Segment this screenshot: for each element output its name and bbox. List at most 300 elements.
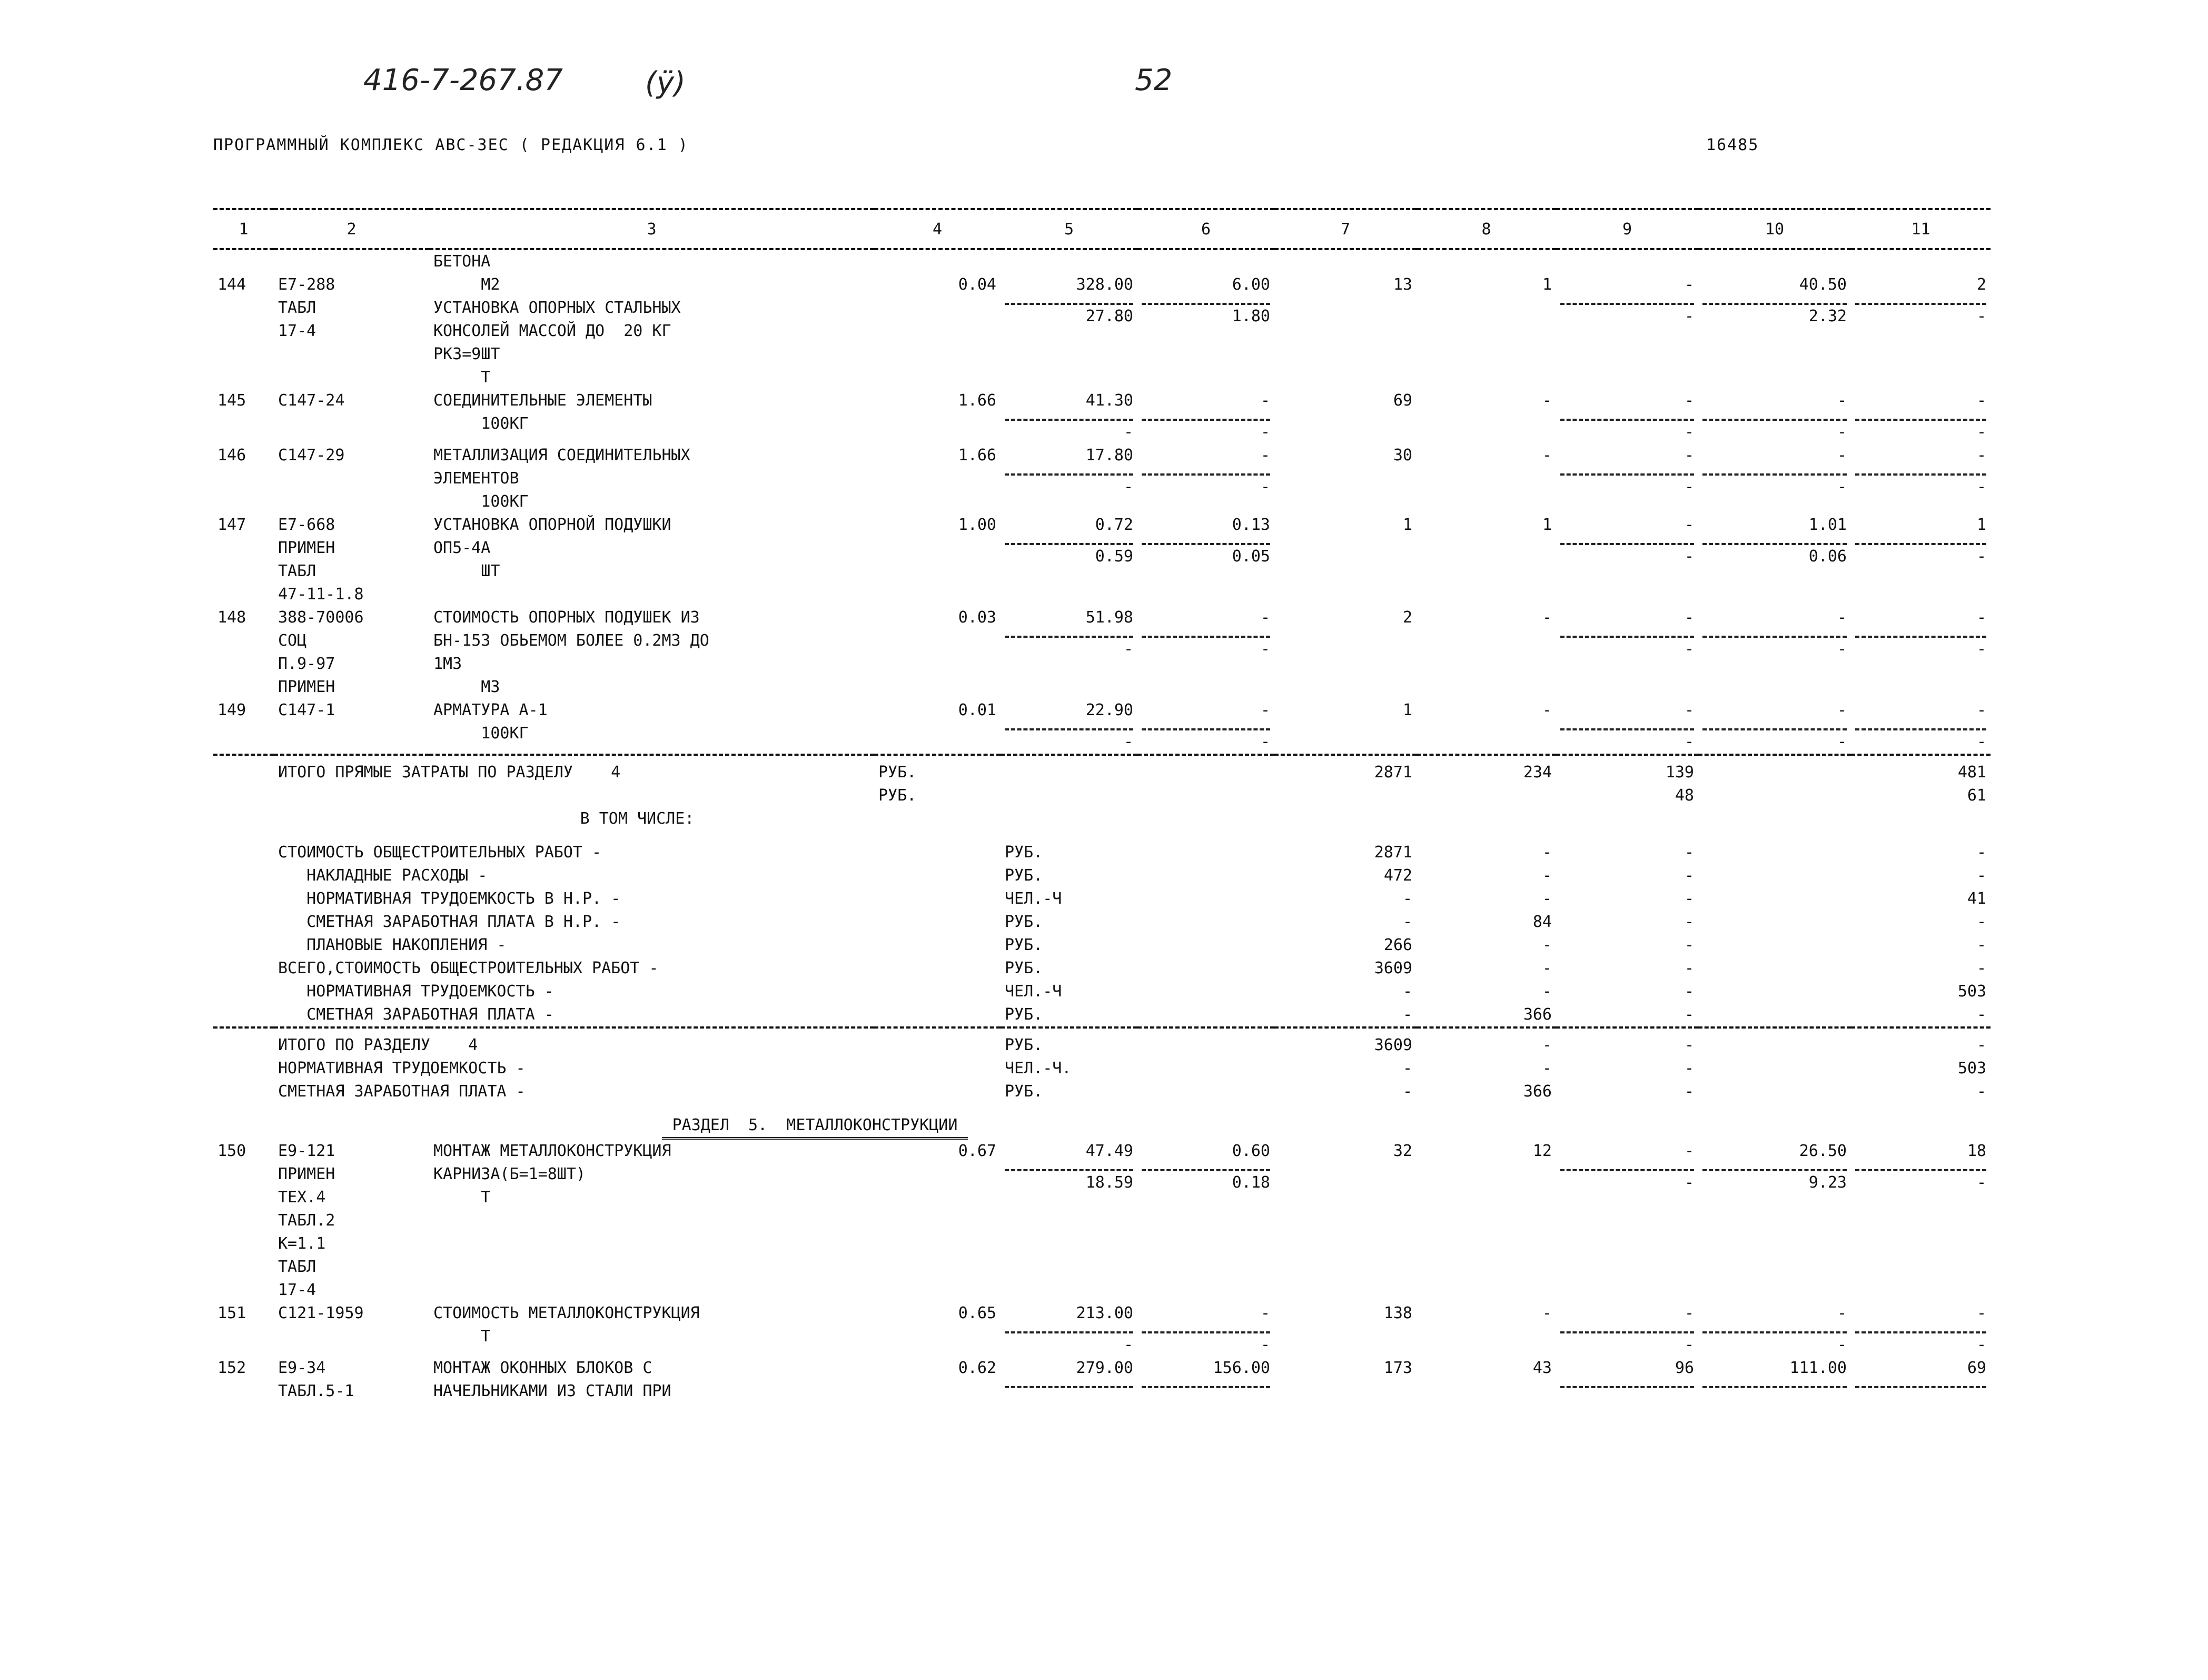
cell-c5 (1001, 513, 1137, 606)
value: - (1837, 391, 1847, 410)
dash-line (1142, 1327, 1270, 1333)
code-line: ТАБЛ.2 (278, 1211, 335, 1230)
cell-c11 (1851, 513, 1991, 606)
value: 2 (1976, 275, 1986, 294)
column-header: 7 (1274, 209, 1417, 249)
item-number: 152 (217, 1359, 246, 1377)
cell-c9 (1556, 273, 1698, 389)
cell-c7: 69 (1393, 391, 1412, 410)
cell-c11 (1851, 1140, 1991, 1302)
unit: РУБ. (1005, 936, 1043, 954)
cell-c5 (1001, 606, 1137, 699)
value: 156.00 (1213, 1359, 1270, 1377)
cell-c11: - (1976, 843, 1986, 862)
cell-c10 (1698, 606, 1851, 699)
cell-c8: - (1542, 890, 1552, 908)
unit: РУБ. (1005, 913, 1043, 931)
cell-c8: 366 (1523, 1005, 1552, 1024)
description-line: Т (433, 1327, 491, 1346)
cell-c5 (1001, 699, 1137, 755)
description-line: АРМАТУРА А-1 (433, 701, 548, 719)
value-sub: - (1123, 640, 1133, 658)
item-row (213, 1302, 1991, 1357)
dash-line (1005, 1382, 1133, 1388)
dash-line (1142, 1382, 1270, 1388)
cell-c7: 13 (1393, 275, 1412, 294)
value: 51.98 (1085, 608, 1133, 627)
code-line: ТЕХ.4 (278, 1188, 326, 1207)
value: - (1684, 1142, 1694, 1160)
dash-line (1142, 539, 1270, 545)
value: - (1684, 391, 1694, 410)
summary-label: СМЕТНАЯ ЗАРАБОТНАЯ ПЛАТА - (278, 1082, 526, 1101)
summary-row (213, 1003, 1991, 1027)
column-header: 1 (213, 209, 274, 249)
cell-c8: 12 (1532, 1142, 1552, 1160)
cell-c10 (1698, 1357, 1851, 1403)
value: - (1260, 391, 1270, 410)
code-line: ПРИМЕН (278, 678, 335, 696)
value-sub: - (1976, 307, 1986, 325)
value-sub: - (1684, 1173, 1694, 1192)
value-sub: - (1684, 478, 1694, 496)
cell-c9 (1556, 389, 1698, 444)
cell-c7: - (1402, 913, 1412, 931)
cell-c11: - (1976, 959, 1986, 977)
dash-line (1005, 631, 1133, 638)
program-header: ПРОГРАММНЫЙ КОМПЛЕКС АВС-3ЕС ( РЕДАКЦИЯ 6.1 ) (213, 136, 689, 154)
value: - (1976, 391, 1986, 410)
cell-c5 (1001, 1140, 1137, 1302)
code-line: С147-29 (278, 446, 345, 465)
column-header: 2 (274, 209, 429, 249)
cell-c7: 32 (1393, 1142, 1412, 1160)
summary-row (213, 841, 1991, 864)
summary-row (213, 864, 1991, 887)
column-header: 9 (1556, 209, 1698, 249)
value: 41.30 (1085, 391, 1133, 410)
cell-c10 (1698, 389, 1851, 444)
value: - (1976, 1304, 1986, 1322)
cell-c9 (1556, 1302, 1698, 1357)
dash-line (1142, 469, 1270, 476)
cell-c9: - (1684, 936, 1694, 954)
description-line: СОЕДИНИТЕЛЬНЫЕ ЭЛЕМЕНТЫ (433, 391, 652, 410)
value-sub: - (1684, 640, 1694, 658)
item-code (274, 1140, 429, 1302)
item-code (274, 513, 429, 606)
cell-c11: 481 (1957, 763, 1986, 782)
document-number: 16485 (1706, 136, 1759, 154)
cell-c7: - (1402, 890, 1412, 908)
cell-c7: 3609 (1374, 959, 1412, 977)
item-number: 144 (217, 275, 246, 294)
value-sub: 0.59 (1095, 547, 1133, 566)
summary-rows (213, 841, 1991, 1027)
item-code (274, 273, 429, 389)
unit: ЧЕЛ.-Ч (1005, 982, 1062, 1001)
dash-line (1005, 414, 1133, 421)
item-description (429, 444, 874, 513)
description-line: Т (433, 1188, 491, 1207)
cell-c11b: 61 (1967, 786, 1986, 805)
summary-row (213, 887, 1991, 911)
cell-c5 (1001, 1357, 1137, 1403)
dash-line (1005, 1165, 1133, 1171)
description-line: НАЧЕЛЬНИКАМИ ИЗ СТАЛИ ПРИ (433, 1382, 671, 1400)
column-header: 5 (1001, 209, 1137, 249)
value: 279.00 (1076, 1359, 1133, 1377)
column-header: 4 (874, 209, 1001, 249)
unit: РУБ. (1005, 959, 1043, 977)
unit: РУБ. (1005, 866, 1043, 885)
dash-line (1702, 414, 1847, 421)
item-code (274, 1302, 429, 1357)
item-number: 148 (217, 608, 246, 627)
dash-line (1855, 1327, 1986, 1333)
value-sub: 0.06 (1808, 547, 1847, 566)
dash-line (1855, 299, 1986, 305)
cell-c8: - (1542, 843, 1552, 862)
code-line: Е7-668 (278, 516, 335, 534)
cell-c8: 1 (1542, 516, 1552, 534)
cell-c8: 234 (1523, 763, 1552, 782)
section-total-rows (213, 1034, 1991, 1103)
dash-line (1855, 631, 1986, 638)
item-quantity: 1.00 (958, 516, 996, 534)
description-line: РК3=9ШТ (433, 345, 500, 363)
code-line: ТАБЛ (278, 562, 316, 580)
item-description (429, 606, 874, 699)
cell-c11 (1851, 273, 1991, 389)
item-quantity: 1.66 (958, 391, 996, 410)
dash-line (1702, 469, 1847, 476)
section-5-title: РАЗДЕЛ 5. МЕТАЛЛОКОНСТРУКЦИИ (662, 1114, 968, 1140)
value-sub: 2.32 (1808, 307, 1847, 325)
column-header: 10 (1698, 209, 1851, 249)
value: 6.00 (1232, 275, 1270, 294)
cell-c5 (1001, 273, 1137, 389)
dash-line (1855, 414, 1986, 421)
cell-c7: 1 (1402, 516, 1412, 534)
value: - (1837, 1304, 1847, 1322)
estimate-sheet (213, 208, 1991, 1403)
value-sub: - (1260, 423, 1270, 441)
cell-c8: 366 (1523, 1082, 1552, 1101)
cell-c10 (1698, 1140, 1851, 1302)
item-row (213, 273, 1991, 389)
item-code (274, 444, 429, 513)
dash-line (1005, 1327, 1133, 1333)
value: 0.60 (1232, 1142, 1270, 1160)
item-row (213, 699, 1991, 755)
section-title (213, 1114, 1417, 1140)
dash-line (1560, 414, 1694, 421)
item-number: 149 (217, 701, 246, 719)
value: 1.01 (1808, 516, 1847, 534)
cell-c7: 138 (1383, 1304, 1412, 1322)
value-sub: - (1976, 1173, 1986, 1192)
cell-c7: - (1402, 1005, 1412, 1024)
item-row (213, 444, 1991, 513)
value-sub: - (1976, 1336, 1986, 1354)
value: - (1684, 1304, 1694, 1322)
item-quantity: 0.01 (958, 701, 996, 719)
cell-c7: 30 (1393, 446, 1412, 465)
item-number: 145 (217, 391, 246, 410)
cell-c6 (1137, 1140, 1274, 1302)
cell-c11: - (1976, 913, 1986, 931)
value: 328.00 (1076, 275, 1133, 294)
dash-line (1702, 1165, 1847, 1171)
value: - (1976, 446, 1986, 465)
cell-c9: - (1684, 1005, 1694, 1024)
summary-row (213, 957, 1991, 980)
unit: ЧЕЛ.-Ч (1005, 890, 1062, 908)
dash-line (1142, 631, 1270, 638)
item-description (429, 273, 874, 389)
cell-c6 (1137, 444, 1274, 513)
value-sub: 18.59 (1085, 1173, 1133, 1192)
total-direct-label: ИТОГО ПРЯМЫЕ ЗАТРАТЫ ПО РАЗДЕЛУ 4 (278, 763, 621, 782)
value-sub: - (1976, 423, 1986, 441)
including-label: В ТОМ ЧИСЛЕ: (580, 809, 695, 828)
cell-c5 (1001, 1302, 1137, 1357)
code-line: ТАБЛ.5-1 (278, 1382, 354, 1400)
cell-c8: - (1542, 1304, 1552, 1322)
summary-label: ПЛАНОВЫЕ НАКОПЛЕНИЯ - (278, 936, 507, 954)
cell-c10 (1698, 444, 1851, 513)
value: 111.00 (1789, 1359, 1847, 1377)
section-4-final (213, 1027, 1991, 1034)
value: - (1976, 701, 1986, 719)
value-sub: 0.18 (1232, 1173, 1270, 1192)
estimate-table (213, 208, 1991, 1403)
description-line: 100КГ (433, 492, 529, 511)
column-header: 11 (1851, 209, 1991, 249)
column-header: 8 (1417, 209, 1556, 249)
cell-c8: - (1542, 982, 1552, 1001)
code-line: Е9-34 (278, 1359, 326, 1377)
item-number: 150 (217, 1142, 246, 1160)
code-line: ПРИМЕН (278, 539, 335, 557)
cell-c8: - (1542, 866, 1552, 885)
cell-c8: - (1542, 391, 1552, 410)
value-sub: - (1123, 423, 1133, 441)
value: - (1837, 446, 1847, 465)
value: - (1260, 701, 1270, 719)
item-quantity: 0.67 (958, 1142, 996, 1160)
item-description (429, 1140, 874, 1302)
item-row (213, 1140, 1991, 1302)
cell-c7: 3609 (1374, 1036, 1412, 1054)
page-number: 52 (1135, 63, 1173, 97)
item-number: 146 (217, 446, 246, 465)
dash-line (1142, 724, 1270, 730)
cell-c11 (1851, 444, 1991, 513)
total-direct-row (213, 761, 1991, 784)
unit: РУБ. (1005, 1005, 1043, 1024)
value-sub: - (1837, 1336, 1847, 1354)
unit: ЧЕЛ.-Ч. (1005, 1059, 1072, 1078)
value-sub: 27.80 (1085, 307, 1133, 325)
cell-c6 (1137, 606, 1274, 699)
summary-label: НАКЛАДНЫЕ РАСХОДЫ - (278, 866, 488, 885)
summary-label: ВСЕГО,СТОИМОСТЬ ОБЩЕСТРОИТЕЛЬНЫХ РАБОТ - (278, 959, 659, 977)
cell-c9: - (1684, 890, 1694, 908)
dash-line (1560, 631, 1694, 638)
cell-c8: 84 (1532, 913, 1552, 931)
description-line: МОНТАЖ ОКОННЫХ БЛОКОВ С (433, 1359, 652, 1377)
cell-c9 (1556, 699, 1698, 755)
summary-label: НОРМАТИВНАЯ ТРУДОЕМКОСТЬ - (278, 982, 554, 1001)
dash-line (1855, 1165, 1986, 1171)
dash-line (1855, 469, 1986, 476)
cell-c11 (1851, 1357, 1991, 1403)
code-line: Е7-288 (278, 275, 335, 294)
value: - (1684, 701, 1694, 719)
column-header: 3 (429, 209, 874, 249)
value-sub: - (1684, 423, 1694, 441)
value: 69 (1967, 1359, 1986, 1377)
dash-line (1702, 631, 1847, 638)
description-line: УСТАНОВКА ОПОРНЫХ СТАЛЬНЫХ (433, 299, 681, 317)
code-line: 17-4 (278, 322, 316, 340)
summary-row (213, 911, 1991, 934)
item-code (274, 1357, 429, 1403)
dash-line (1702, 1327, 1847, 1333)
dash-line (1142, 1165, 1270, 1171)
cell-c7: - (1402, 982, 1412, 1001)
summary-label: СТОИМОСТЬ ОБЩЕСТРОИТЕЛЬНЫХ РАБОТ - (278, 843, 602, 862)
cell-c11: - (1976, 866, 1986, 885)
value: - (1260, 446, 1270, 465)
value-sub: - (1837, 640, 1847, 658)
code-line: С147-24 (278, 391, 345, 410)
cell-c7: 1 (1402, 701, 1412, 719)
value: 213.00 (1076, 1304, 1133, 1322)
summary-row (213, 1080, 1991, 1103)
item-row (213, 606, 1991, 699)
code-line: ТАБЛ (278, 1258, 316, 1276)
cell-c9 (1556, 1140, 1698, 1302)
value: 17.80 (1085, 446, 1133, 465)
code-line: Е9-121 (278, 1142, 335, 1160)
value: 18 (1967, 1142, 1986, 1160)
code-line: 388-70006 (278, 608, 364, 627)
cell-c9: - (1684, 1059, 1694, 1078)
cell-c10 (1698, 699, 1851, 755)
cell-c8: - (1542, 608, 1552, 627)
cell-c8: - (1542, 1036, 1552, 1054)
value-sub: - (1976, 733, 1986, 751)
dash-line (1560, 469, 1694, 476)
value: 96 (1675, 1359, 1694, 1377)
cell-c9: - (1684, 843, 1694, 862)
dash-line (1560, 539, 1694, 545)
cell-c9b: 48 (1675, 786, 1694, 805)
cell-c10 (1698, 513, 1851, 606)
description-line: МОНТАЖ МЕТАЛЛОКОНСТРУКЦИЯ (433, 1142, 671, 1160)
item-description (429, 389, 874, 444)
value-sub: 1.80 (1232, 307, 1270, 325)
value-sub: - (1976, 478, 1986, 496)
dash-line (1560, 1327, 1694, 1333)
value: 40.50 (1799, 275, 1847, 294)
cell-c5 (1001, 444, 1137, 513)
section-4-totals (213, 755, 1991, 841)
dash-line (1560, 1382, 1694, 1388)
value: - (1684, 275, 1694, 294)
cell-c9: - (1684, 982, 1694, 1001)
dash-line (1702, 1382, 1847, 1388)
value: 1 (1976, 516, 1986, 534)
item-description (429, 513, 874, 606)
cell-c9: - (1684, 1036, 1694, 1054)
cell-c9: - (1684, 866, 1694, 885)
code-line: С147-1 (278, 701, 335, 719)
code-line: ТАБЛ (278, 299, 316, 317)
value-sub: - (1260, 640, 1270, 658)
cell-c6 (1137, 1302, 1274, 1357)
value-sub: - (1976, 640, 1986, 658)
cell-c6 (1137, 699, 1274, 755)
cell-c8: - (1542, 959, 1552, 977)
cell-c8: - (1542, 446, 1552, 465)
item-code (274, 699, 429, 755)
cell-c7: 2871 (1374, 843, 1412, 862)
description-line: 100КГ (433, 724, 529, 743)
value: - (1684, 446, 1694, 465)
code-line: 47-11-1.8 (278, 585, 364, 604)
summary-label: НОРМАТИВНАЯ ТРУДОЕМКОСТЬ В Н.Р. - (278, 890, 621, 908)
dash-line (1005, 539, 1133, 545)
description-line: КАРНИЗА(Б=1=8ШТ) (433, 1165, 586, 1183)
dash-line (1560, 724, 1694, 730)
dash-line (1855, 1382, 1986, 1388)
item-quantity: 1.66 (958, 446, 996, 465)
summary-row (213, 980, 1991, 1003)
document-code: 416-7-267.87 (363, 63, 563, 97)
summary-row (213, 1034, 1991, 1057)
cell-c9 (1556, 444, 1698, 513)
value: - (1260, 608, 1270, 627)
cell-c10 (1698, 1302, 1851, 1357)
code-line: С121-1959 (278, 1304, 364, 1322)
section-5-rows (213, 1140, 1991, 1403)
cell-c7: 2871 (1374, 763, 1412, 782)
unit: РУБ. (1005, 1082, 1043, 1101)
dash-line (1142, 414, 1270, 421)
cell-c11 (1851, 699, 1991, 755)
summary-label: ИТОГО ПО РАЗДЕЛУ 4 (278, 1036, 478, 1054)
item-code (274, 389, 429, 444)
value-sub: 9.23 (1808, 1173, 1847, 1192)
value-sub: - (1260, 478, 1270, 496)
value-sub: - (1684, 1336, 1694, 1354)
description-line: 1М3 (433, 655, 462, 673)
code-line: П.9-97 (278, 655, 335, 673)
value: - (1837, 608, 1847, 627)
dash-line (1855, 724, 1986, 730)
cell-c9: - (1684, 1082, 1694, 1101)
description-line: ШТ (433, 562, 500, 580)
cell-c11: - (1976, 1036, 1986, 1054)
dash-line (1560, 299, 1694, 305)
value: 0.72 (1095, 516, 1133, 534)
code-line: 17-4 (278, 1281, 316, 1299)
value-sub: - (1123, 733, 1133, 751)
